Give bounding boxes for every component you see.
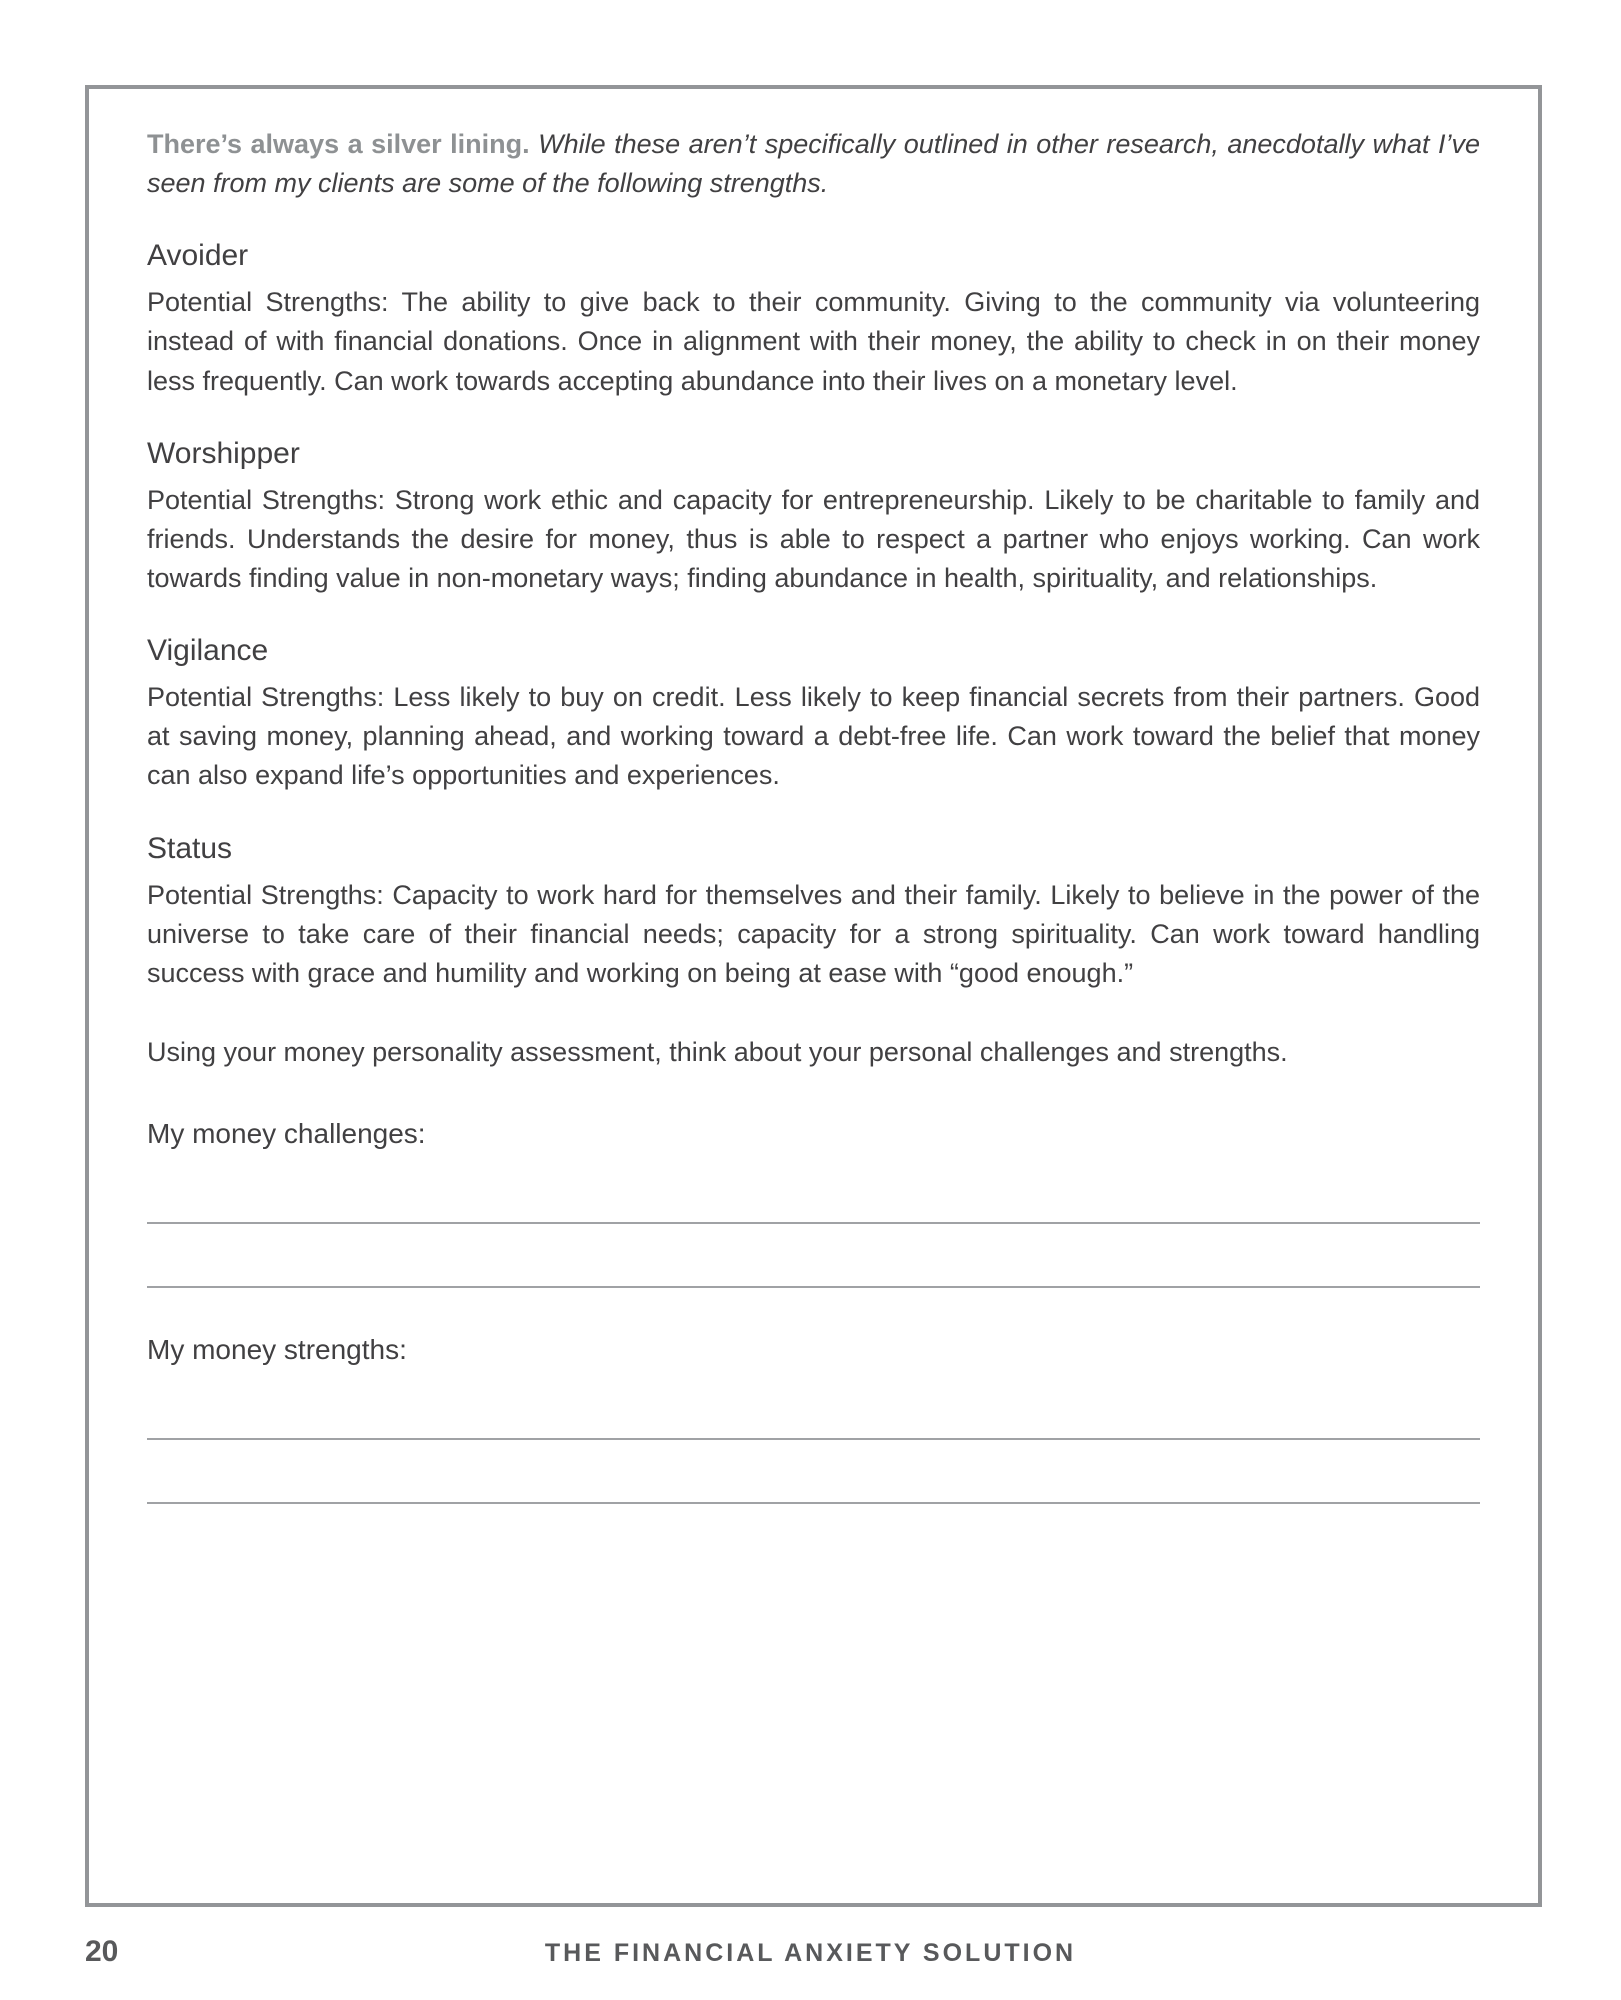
- section-status: [147, 832, 1480, 993]
- section-heading: Vigilance: [147, 634, 269, 668]
- intro-lead: There’s always a silver lining.: [147, 129, 530, 159]
- assessment-prompt: Using your money personality assessment, think about your personal challenges and strengths.: [147, 1036, 1288, 1067]
- book-title: THE FINANCIAL ANXIETY SOLUTION: [544, 1939, 1077, 1967]
- section-body: Potential Strengths: Less likely to buy on credit. Less likely to keep financial secrets from their partners. Good at saving money, planning ahead, and working toward a debt-free life. Can work toward the belief that money can also expand life’s opportunities and experiences.: [147, 682, 1480, 791]
- section-heading: Avoider: [147, 239, 249, 273]
- strengths-field: [147, 1334, 1480, 1504]
- worksheet-panel: [85, 85, 1542, 1907]
- page-footer: [0, 1935, 1621, 1975]
- intro-paragraph: [147, 125, 1480, 203]
- writing-line: [147, 1438, 1480, 1440]
- challenges-field: [147, 1118, 1480, 1288]
- section-vigilance: [147, 634, 1480, 795]
- challenges-label: My money challenges:: [147, 1118, 426, 1150]
- intro-text: While these aren’t specifically outlined in other research, anecdotally what I’ve seen from my clients are some of the following strengths.: [147, 129, 1480, 199]
- section-heading: Worshipper: [147, 436, 300, 470]
- page-number: 20: [85, 1935, 119, 1968]
- section-body: Potential Strengths: Strong work ethic and capacity for entrepreneurship. Likely to be charitable to family and friends. Understands the desire for money, thus is able to respect a partner who enjoys working. Can work towards finding value in non-monetary ways; finding abundance in health, spirituality, and relationships.: [147, 484, 1480, 593]
- section-heading: Status: [147, 831, 233, 865]
- section-body: Potential Strengths: The ability to give back to their community. Giving to the community via volunteering instead of with financial donations. Once in alignment with their money, the ability to check in on their money less frequently. Can work towards accepting abundance into their lives on a monetary level.: [147, 287, 1480, 396]
- section-avoider: [147, 239, 1480, 400]
- strengths-label: My money strengths:: [147, 1334, 407, 1366]
- writing-line: [147, 1286, 1480, 1288]
- section-worshipper: [147, 437, 1480, 598]
- writing-line: [147, 1502, 1480, 1504]
- section-body: Potential Strengths: Capacity to work hard for themselves and their family. Likely to believe in the power of the universe to take care of their financial needs; capacity for a strong spirituality. Can work toward handling success with grace and humility and working on being at ease with “good enough.”: [147, 879, 1480, 988]
- writing-line: [147, 1222, 1480, 1224]
